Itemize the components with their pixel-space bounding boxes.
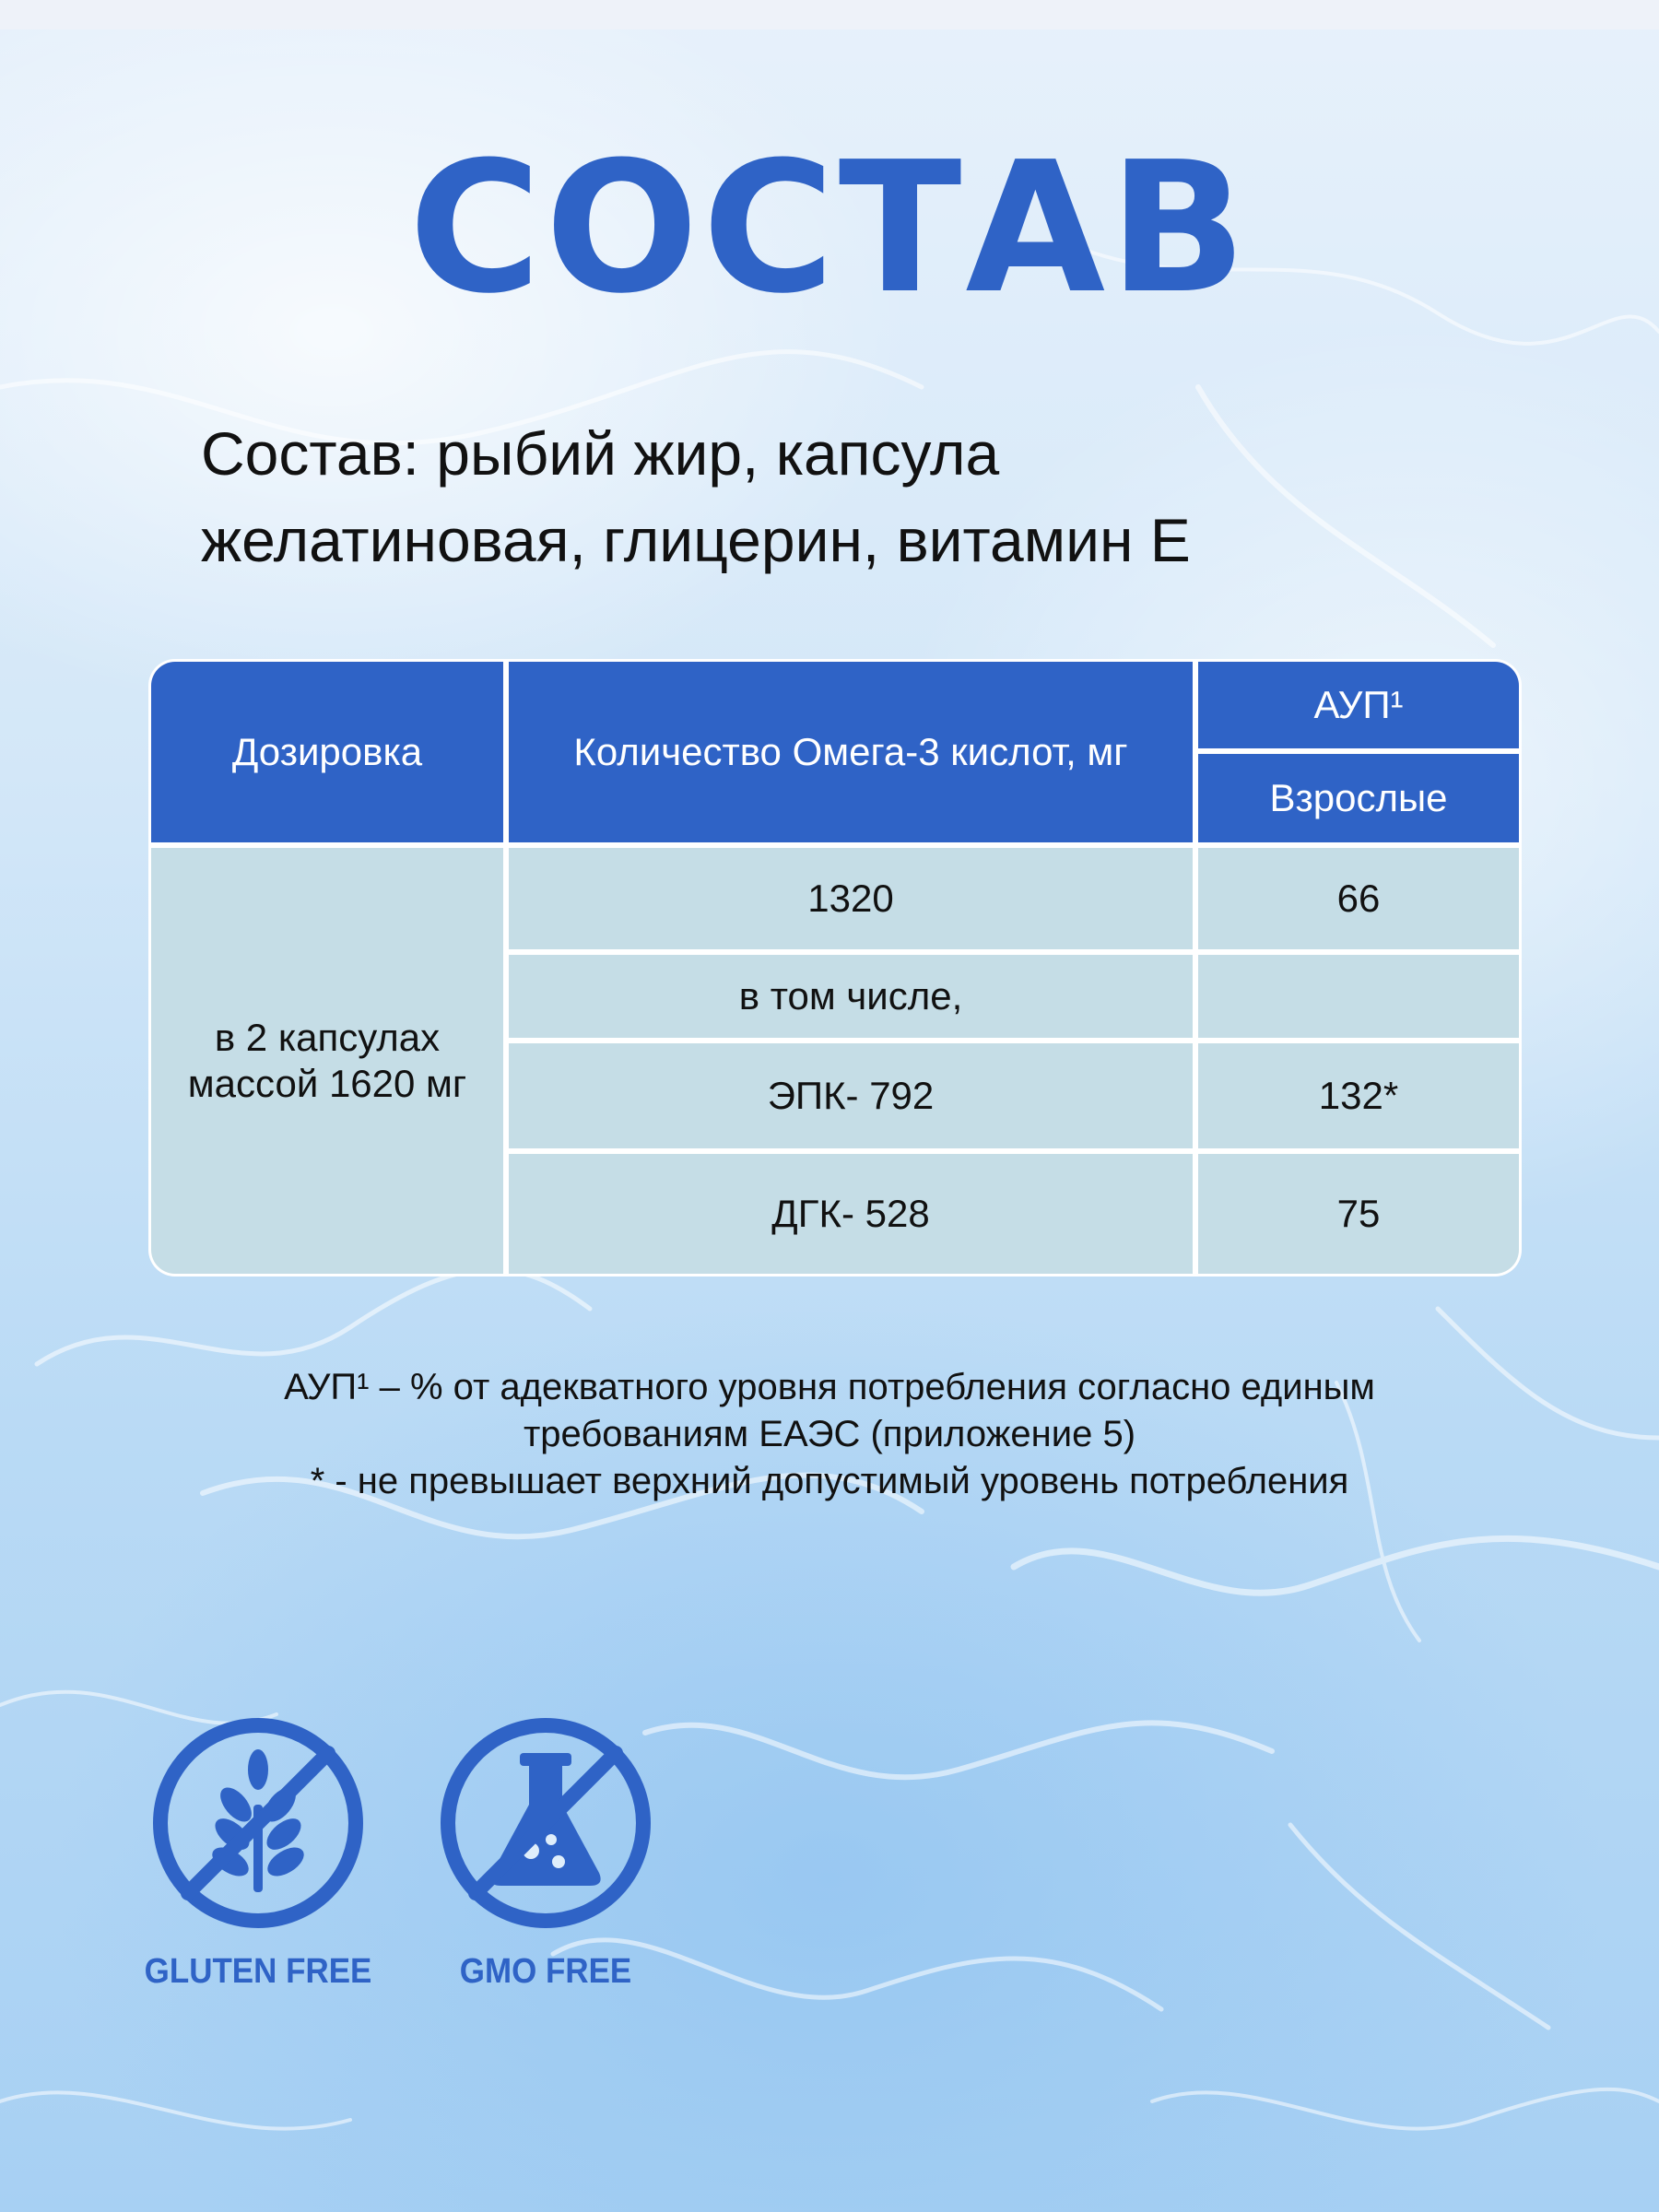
page-title: СОСТАВ — [408, 124, 1251, 334]
flask-crossed-icon — [435, 1712, 656, 1934]
dosage-line-1: в 2 капсулах — [214, 1016, 441, 1059]
header-dosage: Дозировка — [151, 662, 503, 842]
header-aup: АУП¹ — [1198, 662, 1519, 748]
row-4-aup: 75 — [1198, 1154, 1519, 1274]
header-omega3-amount: Количество Омега-3 кислот, мг — [509, 662, 1193, 842]
row-4-amount: ДГК- 528 — [509, 1154, 1193, 1274]
nutrition-table — [151, 662, 1519, 1274]
row-2-aup — [1198, 955, 1519, 1038]
wheat-crossed-icon — [147, 1712, 369, 1934]
composition-line-1: Состав: рыбий жир, капсула — [201, 419, 1000, 488]
header-adults: Взрослые — [1198, 754, 1519, 842]
row-1-amount: 1320 — [509, 848, 1193, 949]
dosage-value — [151, 848, 503, 1274]
composition-line-2: желатиновая, глицерин, витамин Е — [201, 506, 1191, 574]
row-3-aup: 132* — [1198, 1043, 1519, 1148]
row-3-amount: ЭПК- 792 — [509, 1043, 1193, 1148]
row-2-amount: в том числе, — [509, 955, 1193, 1038]
footnotes — [138, 1364, 1521, 1505]
row-1-aup: 66 — [1198, 848, 1519, 949]
composition-text — [201, 410, 1491, 583]
gmo-free-label: GMO FREE — [459, 1952, 632, 1991]
footnote-line-2: требованиям ЕАЭС (приложение 5) — [523, 1414, 1136, 1454]
dosage-line-2: массой 1620 мг — [187, 1062, 467, 1105]
gluten-free-label: GLUTEN FREE — [144, 1952, 372, 1991]
footnote-line-3: * - не превышает верхний допустимый уровень потребления — [310, 1461, 1349, 1501]
footnote-line-1: АУП¹ – % от адекватного уровня потребления согласно единым — [284, 1367, 1375, 1407]
